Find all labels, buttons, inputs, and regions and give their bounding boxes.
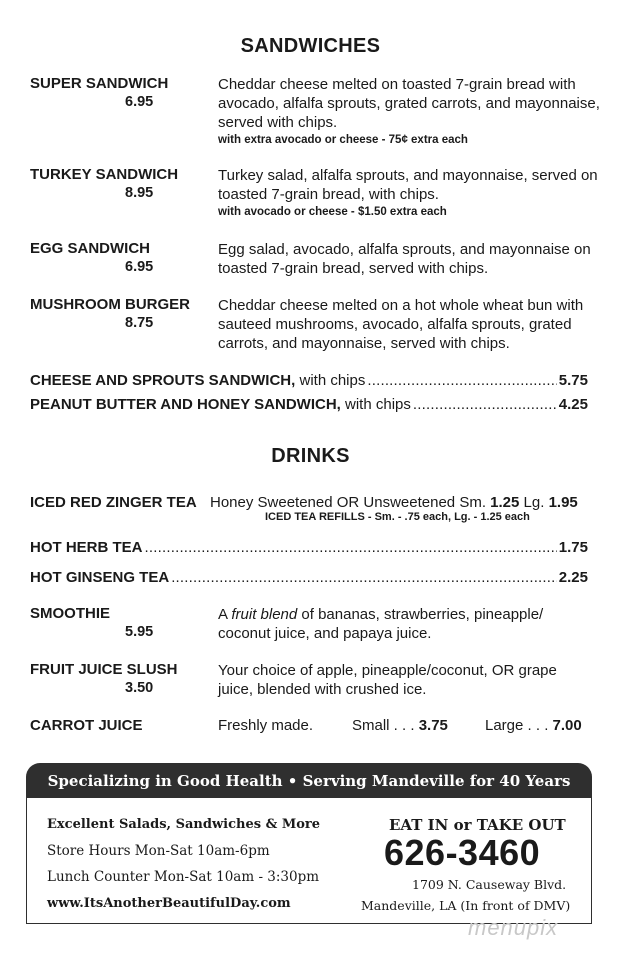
address-street: 1709 N. Causeway Blvd. [412,877,567,892]
description-text: Cheddar cheese melted on toasted 7-grain bread with avocado, alfalfa sprouts, grated carrots, and mayonnaise, served with chips. [218,76,600,131]
sandwich-line-cheese-sprouts [30,372,588,389]
dot-leader [145,539,557,556]
dot-leader [413,396,557,413]
eat-in-take-out: EAT IN or TAKE OUT [389,816,566,834]
item-name: SUPER SANDWICH [30,75,169,92]
item-price: 3.50 [125,680,154,696]
item-price: 6.95 [125,259,154,275]
item-name: TURKEY SANDWICH [30,166,179,183]
item-name: MUSHROOM BURGER [30,296,190,313]
item-price: 6.95 [125,94,154,110]
item-extra: with extra avocado or cheese - 75¢ extra each [218,134,468,146]
description-italic: fruit blend [231,606,298,623]
description-text: of bananas, strawberries, pineapple/ coconut juice, and papaya juice. [218,606,544,642]
drink-line-hot-ginseng-tea [30,569,588,586]
description-text: Turkey salad, alfalfa sprouts, and mayonnaise, served on toasted 7-grain bread, with chips. [218,167,598,203]
lunch-hours: Lunch Counter Mon-Sat 10am - 3:30pm [47,869,320,885]
item-description: Egg salad, avocado, alfalfa sprouts, and mayonnaise on toasted 7-grain bread, served with chips. [218,241,591,277]
line-name: CHEESE AND SPROUTS SANDWICH, [30,372,296,389]
item-description: Freshly made. [218,717,314,734]
line-price: 5.75 [558,372,588,389]
item-price: 8.95 [125,185,154,201]
phone-number: 626-3460 [384,832,541,873]
large-label: Lg. [523,494,545,511]
line-price: 4.25 [558,396,588,413]
sandwiches-heading: SANDWICHES [240,35,381,57]
footer-banner: Specializing in Good Health • Serving Mandeville for 40 Years [26,763,592,798]
dot-leader [367,372,556,389]
item-name: SMOOTHIE [30,605,111,622]
drink-line-hot-herb-tea [30,539,588,556]
iced-tea-refills: ICED TEA REFILLS - Sm. - .75 each, Lg. - 1.25 each [265,511,530,523]
item-extra: with avocado or cheese - $1.50 extra each [218,206,447,218]
large-price: 1.95 [548,494,578,511]
large-price: 7.00 [552,717,582,734]
menupix-watermark: menupix [468,915,559,940]
line-price: 2.25 [558,569,588,586]
drinks-heading: DRINKS [271,445,350,467]
description-prefix: A [218,606,228,623]
line-price: 1.75 [558,539,588,556]
small-price: 1.25 [490,494,520,511]
item-name: ICED RED ZINGER TEA [30,494,197,511]
line-name: PEANUT BUTTER AND HONEY SANDWICH, [30,396,341,413]
item-description [218,605,578,643]
address-city: Mandeville, LA (In front of DMV) [361,898,571,913]
line-note: with chips [299,372,366,389]
store-hours: Store Hours Mon-Sat 10am-6pm [47,843,270,859]
large-label: Large . . . [485,717,549,734]
item-name: CARROT JUICE [30,717,143,734]
line-note: with chips [345,396,411,413]
item-name: FRUIT JUICE SLUSH [30,661,178,678]
item-description: Your choice of apple, pineapple/coconut, OR grape juice, blended with crushed ice. [218,662,557,698]
item-price: 5.95 [125,624,154,640]
large-size [485,717,582,734]
website-link[interactable]: www.ItsAnotherBeautifulDay.com [47,896,291,911]
small-price: 3.75 [418,717,448,734]
line-name: HOT GINSENG TEA [30,569,170,586]
item-description [218,75,603,149]
item-description [210,494,578,511]
line-name: HOT HERB TEA [30,539,143,556]
item-description [218,166,603,221]
dot-leader [171,569,557,586]
item-description: Cheddar cheese melted on a hot whole wheat bun with sauteed mushrooms, avocado, alfalfa sprouts, grated carrots, and mayonnaise, served with chips. [218,297,584,352]
footer-tagline: Excellent Salads, Sandwiches & More [47,817,321,832]
small-size [352,717,448,734]
small-label: Small . . . [352,717,415,734]
item-name: EGG SANDWICH [30,240,150,257]
item-price: 8.75 [125,315,154,331]
description-text: Honey Sweetened OR Unsweetened Sm. [210,494,486,511]
sandwich-line-peanut-butter [30,396,588,413]
